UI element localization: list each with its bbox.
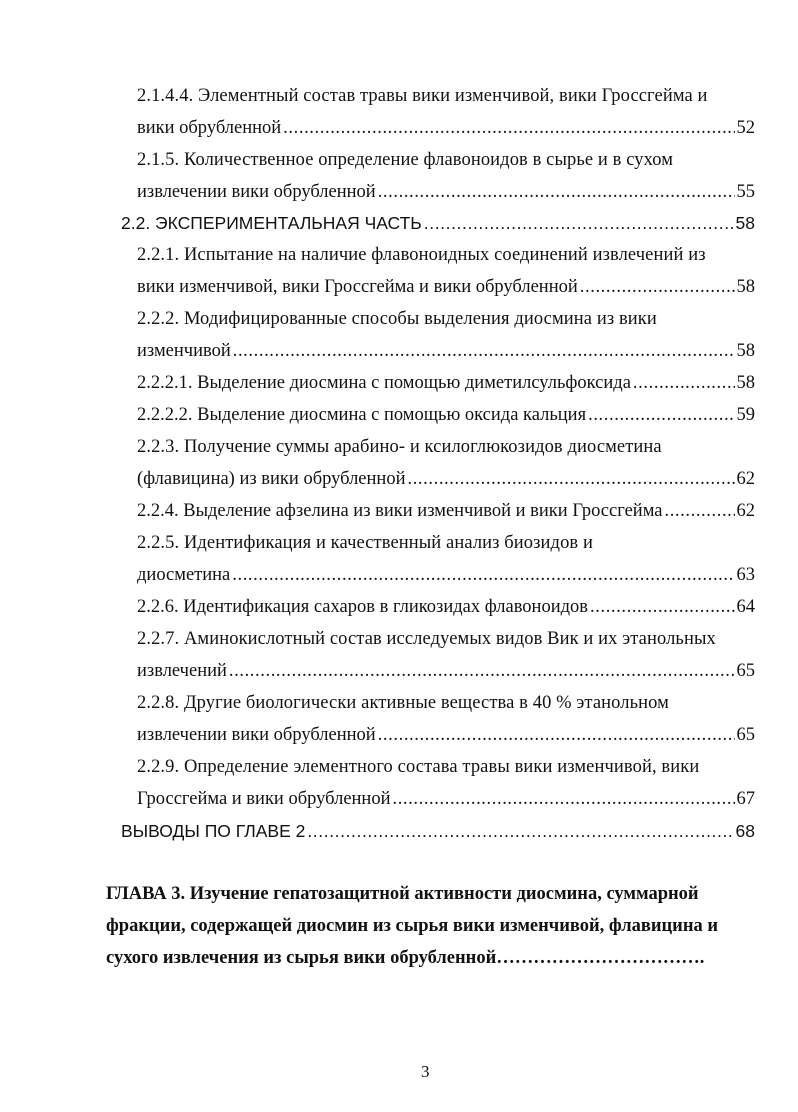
- toc-page-number: 59: [736, 405, 755, 425]
- toc-entry-label: Гроссгейма и вики обрубленной: [137, 789, 391, 809]
- toc-entry-label: диосметина: [137, 565, 231, 585]
- dot-leader: [407, 467, 734, 491]
- toc-entry-2-2-6: [137, 595, 755, 619]
- toc-page-number: 62: [736, 501, 755, 521]
- dot-leader: [588, 403, 734, 427]
- toc-entry-2-2-5-line1: 2.2.5. Идентификация и качественный анализ биозидов и: [137, 533, 593, 553]
- dot-leader: [233, 339, 735, 363]
- dot-leader: [664, 499, 734, 523]
- toc-entry-label: вики изменчивой, вики Гроссгейма и вики обрубленной: [137, 277, 578, 297]
- toc-entry-2-2-8: [137, 723, 755, 747]
- chapter-3-heading-line1: ГЛАВА 3. Изучение гепатозащитной активности диосмина, суммарной: [106, 884, 699, 904]
- toc-page-number: 58: [736, 341, 755, 361]
- toc-page-number: 67: [736, 789, 755, 809]
- toc-page-number: 52: [736, 118, 755, 138]
- toc-entry-2-2-3: [137, 467, 755, 491]
- toc-entry-2-1-4-4: [137, 116, 755, 140]
- dot-leader: [424, 211, 734, 235]
- toc-entry-2-2-8-line1: 2.2.8. Другие биологически активные вещества в 40 % этанольном: [137, 693, 669, 713]
- toc-entry-label: 2.2.4. Выделение афзелина из вики изменчивой и вики Гроссгейма: [137, 501, 663, 521]
- toc-entry-2-2: [121, 211, 755, 235]
- toc-page-number: 58: [735, 213, 755, 233]
- toc-entry-2-2-4: [137, 499, 755, 523]
- toc-entry-2-1-5: [137, 180, 755, 204]
- toc-page-number: 62: [736, 469, 755, 489]
- chapter-3-heading-line3: [106, 942, 746, 975]
- dot-leader: [283, 116, 734, 140]
- toc-entry-2-1-4-4-line1: 2.1.4.4. Элементный состав травы вики изменчивой, вики Гроссгейма и: [137, 86, 708, 106]
- toc-entry-label: извлечении вики обрубленной: [137, 725, 376, 745]
- dot-leader: [633, 371, 735, 395]
- toc-page-number: 58: [736, 373, 755, 393]
- toc-entry-2-2-2-line1: 2.2.2. Модифицированные способы выделения диосмина из вики: [137, 309, 657, 329]
- toc-entry-2-2-3-line1: 2.2.3. Получение суммы арабино- и ксилоглюкозидов диосметина: [137, 437, 662, 457]
- toc-entry-label: 2.2. ЭКСПЕРИМЕНТАЛЬНАЯ ЧАСТЬ: [121, 213, 422, 233]
- toc-entry-2-2-7: [137, 659, 755, 683]
- toc-page-number: 65: [736, 661, 755, 681]
- toc-page-number: 65: [736, 725, 755, 745]
- chapter-3-dot-leader: …………………………….: [496, 948, 705, 968]
- chapter-3-heading-text: сухого извлечения из сырья вики обрубленной: [106, 948, 497, 968]
- toc-entry-2-2-9: [137, 787, 755, 811]
- toc-entry-label: 2.2.2.2. Выделение диосмина с помощью оксида кальция: [137, 405, 587, 425]
- toc-page-number: 68: [735, 821, 755, 841]
- toc-entry-2-2-2-1: [137, 371, 755, 395]
- toc-page-number: 64: [736, 597, 755, 617]
- toc-entry-label: ВЫВОДЫ ПО ГЛАВЕ 2: [121, 821, 306, 841]
- dot-leader: [232, 563, 734, 587]
- toc-entry-2-2-7-line1: 2.2.7. Аминокислотный состав исследуемых видов Вик и их этанольных: [137, 629, 716, 649]
- page-number: 3: [421, 1062, 430, 1081]
- dot-leader: [590, 595, 734, 619]
- dot-leader: [392, 787, 734, 811]
- dot-leader: [378, 723, 735, 747]
- toc-entry-label: изменчивой: [137, 341, 231, 361]
- toc-entry-2-2-1-line1: 2.2.1. Испытание на наличие флавоноидных соединений извлечений из: [137, 245, 706, 265]
- toc-entry-2-2-2: [137, 339, 755, 363]
- toc-entry-label: вики обрубленной: [137, 118, 282, 138]
- dot-leader: [229, 659, 735, 683]
- toc-entry-2-2-9-line1: 2.2.9. Определение элементного состава травы вики изменчивой, вики: [137, 757, 700, 777]
- toc-entry-label: 2.2.6. Идентификация сахаров в гликозидах флавоноидов: [137, 597, 589, 617]
- toc-entry-label: 2.2.2.1. Выделение диосмина с помощью диметилсульфоксида: [137, 373, 631, 393]
- toc-entry-2-2-5: [137, 563, 755, 587]
- chapter-3-heading-line2: фракции, содержащей диосмин из сырья вики изменчивой, флавицина и: [106, 916, 719, 936]
- toc-entry-2-1-5-line1: 2.1.5. Количественное определение флавоноидов в сырье и в сухом: [137, 150, 674, 170]
- toc-entry-label: извлечений: [137, 661, 227, 681]
- toc-entry-2-2-2-2: [137, 403, 755, 427]
- toc-entry-label: (флавицина) из вики обрубленной: [137, 469, 406, 489]
- dot-leader: [378, 180, 735, 204]
- toc-entry-label: извлечении вики обрубленной: [137, 182, 376, 202]
- toc-page-number: 63: [736, 565, 755, 585]
- dot-leader: [307, 819, 733, 843]
- toc-page-number: 58: [736, 277, 755, 297]
- dot-leader: [580, 275, 735, 299]
- toc-page-number: 55: [736, 182, 755, 202]
- toc-entry-2-2-1: [137, 275, 755, 299]
- toc-entry-conclusions: [121, 819, 755, 843]
